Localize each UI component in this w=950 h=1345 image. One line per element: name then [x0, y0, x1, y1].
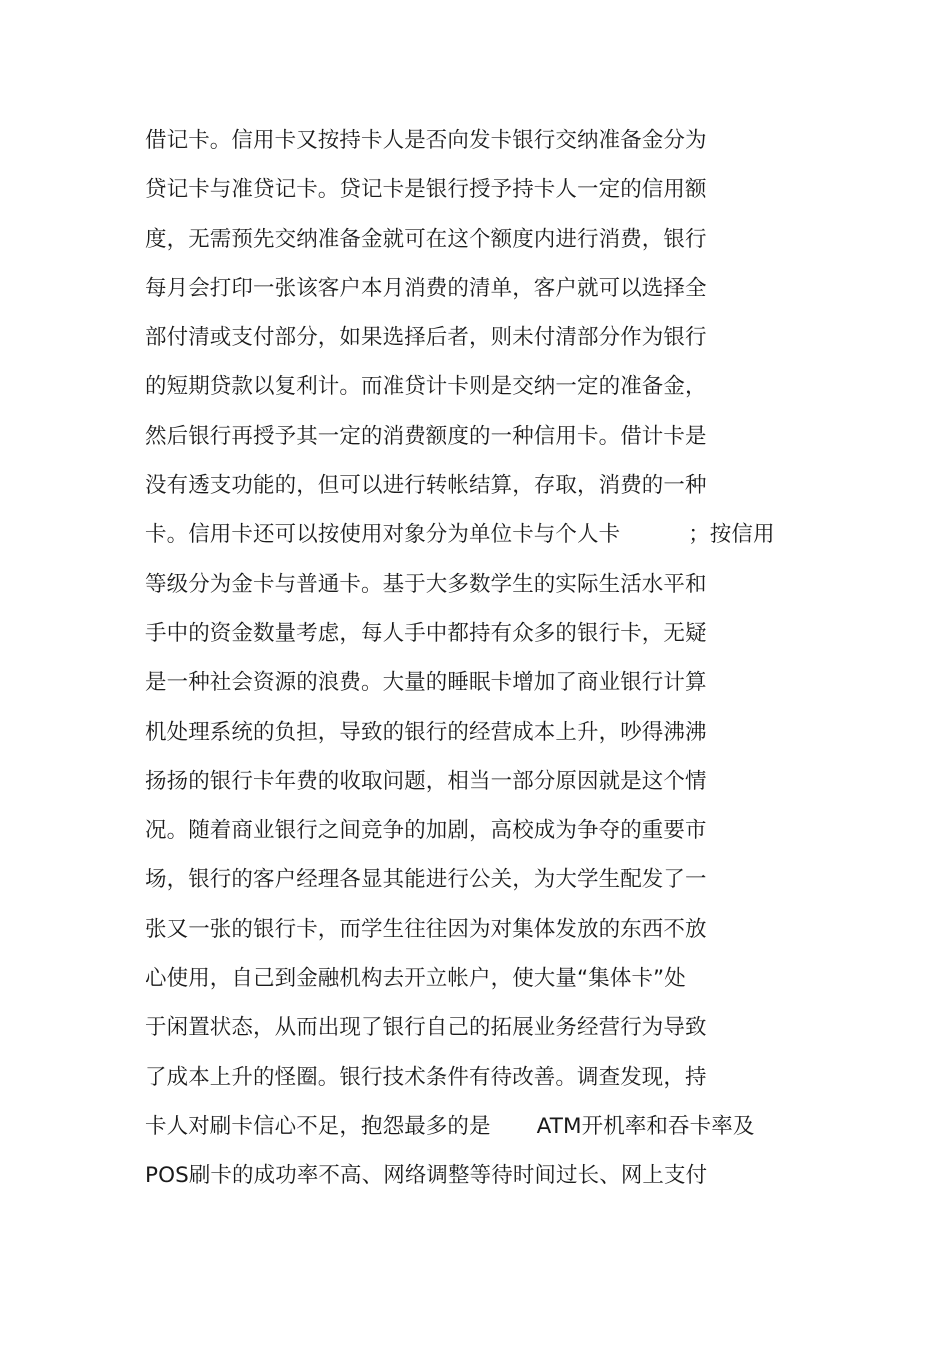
text-line: [145, 518, 845, 567]
text-line: [145, 568, 845, 617]
line-text: 心使用，自己到金融机构去开立帐户，使大量“集体卡”处: [145, 966, 686, 992]
text-line: [145, 1159, 845, 1208]
text-line: [145, 173, 845, 222]
line-text: 是一种社会资源的浪费。大量的睡眠卡增加了商业银行计算: [145, 670, 707, 696]
text-line: [145, 863, 845, 912]
line-text: 的短期贷款以复利计。而准贷计卡则是交纳一定的准备金，: [145, 374, 707, 400]
line-text: 卡。信用卡还可以按使用对象分为单位卡与个人卡: [145, 522, 621, 548]
text-line: [145, 469, 845, 518]
text-line: [145, 1011, 845, 1060]
line-text: 扬扬的银行卡年费的收取问题，相当一部分原因就是这个情: [145, 768, 707, 794]
line-text: 场，银行的客户经理各显其能进行公关，为大学生配发了一: [145, 867, 707, 893]
line-text: 机处理系统的负担，导致的银行的经营成本上升，吵得沸沸: [145, 719, 707, 745]
line-text: 贷记卡与准贷记卡。贷记卡是银行授予持卡人一定的信用额: [145, 177, 707, 203]
text-line: [145, 765, 845, 814]
line-text: 于闲置状态，从而出现了银行自己的拓展业务经营行为导致: [145, 1015, 707, 1041]
text-line: [145, 913, 845, 962]
line-text: 手中的资金数量考虑，每人手中都持有众多的银行卡，无疑: [145, 620, 707, 646]
text-line: [145, 321, 845, 370]
text-line: [145, 1061, 845, 1110]
body-text: [145, 124, 845, 1209]
line-text: 卡人对刷卡信心不足，抱怨最多的是: [145, 1113, 491, 1139]
line-text: 了成本上升的怪圈。银行技术条件有待改善。调查发现，持: [145, 1064, 707, 1090]
line-text: 部付清或支付部分，如果选择后者，则未付清部分作为银行: [145, 325, 707, 351]
text-line: [145, 617, 845, 666]
line-text: POS刷卡的成功率不高、网络调整等待时间过长、网上支付: [145, 1163, 708, 1189]
line-text: 然后银行再授予其一定的消费额度的一种信用卡。借计卡是: [145, 423, 707, 449]
line-text: 每月会打印一张该客户本月消费的清单，客户就可以选择全: [145, 275, 707, 301]
text-line: [145, 223, 845, 272]
text-line: [145, 814, 845, 863]
text-line: [145, 420, 845, 469]
text-line: [145, 1110, 845, 1159]
text-line: [145, 370, 845, 419]
text-line: [145, 716, 845, 765]
line-text-tail: ATM开机率和吞卡率及: [536, 1113, 755, 1139]
line-text: 等级分为金卡与普通卡。基于大多数学生的实际生活水平和: [145, 571, 707, 597]
line-text: 张又一张的银行卡，而学生往往因为对集体发放的东西不放: [145, 916, 707, 942]
line-text: 况。随着商业银行之间竞争的加剧，高校成为争夺的重要市: [145, 818, 707, 844]
line-text: 度，无需预先交纳准备金就可在这个额度内进行消费，银行: [145, 226, 707, 252]
text-line: [145, 962, 845, 1011]
text-line: [145, 124, 845, 173]
text-line: [145, 272, 845, 321]
line-text: 没有透支功能的，但可以进行转帐结算，存取，消费的一种: [145, 473, 707, 499]
line-text: 借记卡。信用卡又按持卡人是否向发卡银行交纳准备金分为: [145, 128, 707, 153]
line-text-tail: ；按信用: [688, 522, 775, 548]
text-line: [145, 666, 845, 715]
